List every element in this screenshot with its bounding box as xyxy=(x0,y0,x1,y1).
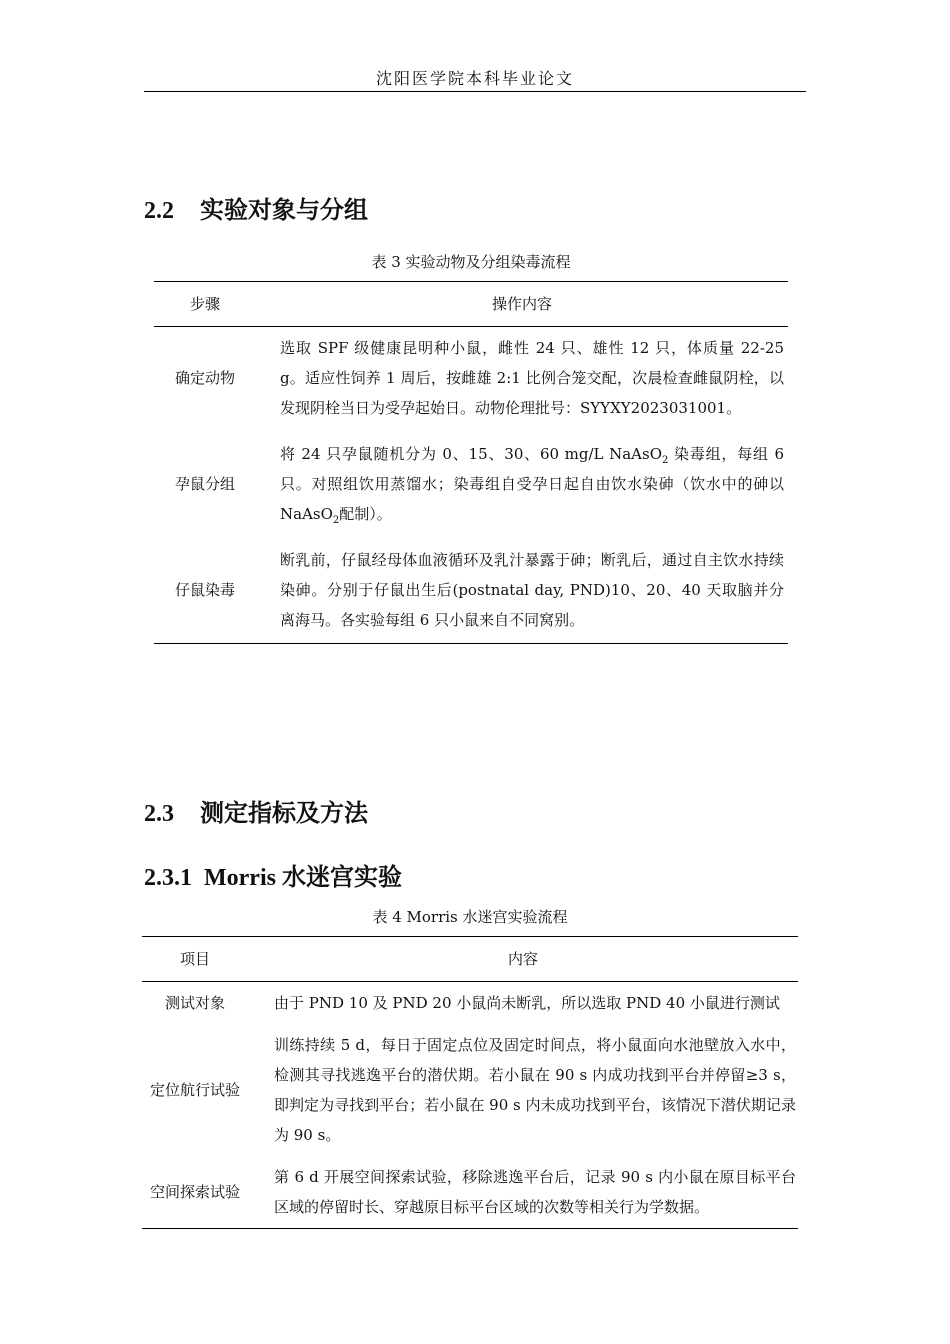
section-number: 2.3.1 xyxy=(144,865,192,891)
row-label: 空间探索试验 xyxy=(149,1183,240,1201)
section-heading-2-2 xyxy=(144,190,368,225)
row-content: 训练持续 5 d，每日于固定点位及固定时间点，将小鼠面向水池壁放入水中，检测其寻找逃逸平台的潜伏期。若小鼠在 90 s 内成功找到平台并停留≥3 s，即判定为寻找到平台；若小鼠在 90 s 内未成功找到平台，该情况下潜伏期记录为 90 s。 xyxy=(274,1036,796,1144)
section-number: 2.2 xyxy=(144,198,174,224)
header-rule xyxy=(144,91,806,92)
section-title: 测定指标及方法 xyxy=(200,801,368,827)
row-content: 断乳前，仔鼠经母体血液循环及乳汁暴露于砷；断乳后，通过自主饮水持续染砷。分别于仔鼠出生后(postnatal day, PND)10、20、40 天取脑并分离海马。各实验每组 6 只小鼠来自不同窝别。 xyxy=(280,551,784,629)
section-title: Morris 水迷宫实验 xyxy=(204,865,402,891)
column-header: 内容 xyxy=(248,937,798,982)
running-header: 沈阳医学院本科毕业论文 xyxy=(375,69,574,88)
row-label: 测试对象 xyxy=(164,994,225,1012)
column-header: 操作内容 xyxy=(256,282,788,327)
content-text: 染毒组，每组 6 只。对照组饮用蒸馏水；染毒组自受孕日起自由饮水染砷（饮水中的砷以 NaAsO xyxy=(280,445,784,523)
row-label: 定位航行试验 xyxy=(149,1081,240,1099)
section-heading-2-3 xyxy=(144,793,368,828)
subscript: 2 xyxy=(662,455,669,466)
content-text: 配制）。 xyxy=(339,505,392,523)
row-label: 仔鼠染毒 xyxy=(174,581,235,599)
table3-caption: 表 3 实验动物及分组染毒流程 xyxy=(371,253,571,271)
row-content xyxy=(256,431,788,537)
column-header: 步骤 xyxy=(154,282,256,327)
table4 xyxy=(142,936,798,1229)
row-content: 选取 SPF 级健康昆明种小鼠，雌性 24 只、雄性 12 只，体质量 22-25 g。适应性饲养 1 周后，按雌雄 2:1 比例合笼交配，次晨检查雌鼠阴栓，以发现阴栓当日为受孕起始日。动物伦理批号：SYYXY2023031001。 xyxy=(280,339,784,417)
table-row xyxy=(154,431,788,537)
section-number: 2.3 xyxy=(144,801,174,827)
table-row xyxy=(154,537,788,644)
table-header-row xyxy=(154,282,788,327)
row-label: 确定动物 xyxy=(174,369,235,387)
table-row xyxy=(154,327,788,432)
row-label: 孕鼠分组 xyxy=(174,475,235,493)
table4-caption: 表 4 Morris 水迷宫实验流程 xyxy=(372,908,568,926)
content-text: 将 24 只孕鼠随机分为 0、15、30、60 mg/L NaAsO xyxy=(280,445,662,463)
section-title: 实验对象与分组 xyxy=(200,198,368,224)
subscript: 2 xyxy=(332,515,340,526)
row-content: 第 6 d 开展空间探索试验，移除逃逸平台后，记录 90 s 内小鼠在原目标平台区域的停留时长、穿越原目标平台区域的次数等相关行为学数据。 xyxy=(274,1168,796,1216)
subsection-heading-2-3-1 xyxy=(144,857,402,892)
table-row xyxy=(142,1024,798,1156)
table-row xyxy=(142,1156,798,1229)
row-content: 由于 PND 10 及 PND 20 小鼠尚未断乳，所以选取 PND 40 小鼠进行测试 xyxy=(274,994,780,1012)
table-row xyxy=(142,982,798,1025)
table-header-row xyxy=(142,937,798,982)
table3 xyxy=(154,281,788,644)
column-header: 项目 xyxy=(142,937,248,982)
